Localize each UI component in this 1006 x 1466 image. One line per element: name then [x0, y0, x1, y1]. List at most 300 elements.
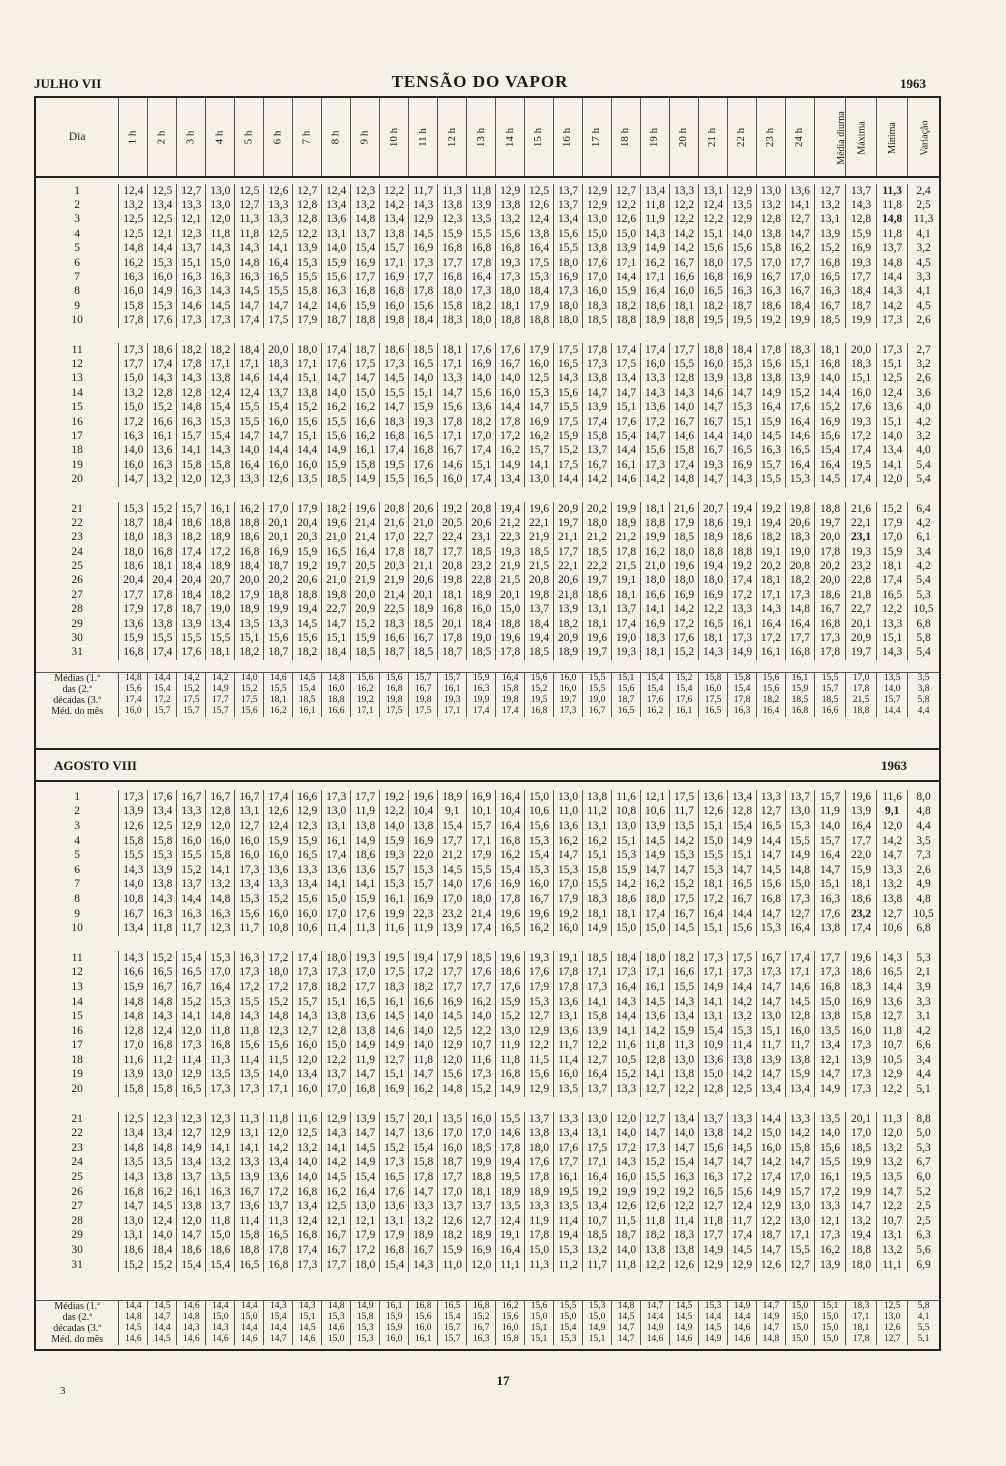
day-cell: 7	[74, 878, 81, 891]
value-cell: 18,5	[814, 314, 845, 328]
average-cell: 16,7	[409, 684, 438, 695]
value-cell: 12,5	[119, 227, 148, 241]
value-cell: 11,9	[641, 213, 670, 227]
value-cell: 21,5	[525, 559, 554, 573]
value-cell: 14,8	[148, 1141, 177, 1156]
value-cell: 15,4	[380, 1258, 409, 1273]
column-header	[785, 98, 814, 177]
value-cell: 14,0	[148, 1229, 177, 1244]
value-cell: 13,9	[177, 617, 206, 631]
value-cell: 18,7	[438, 646, 467, 660]
average-cell: 15,2	[467, 1312, 496, 1323]
average-cell: 16,4	[496, 673, 525, 685]
value-cell: 18,1	[846, 878, 877, 893]
value-cell: 12,7	[235, 198, 264, 212]
value-cell: 14,3	[235, 242, 264, 256]
value-cell: 15,9	[438, 1243, 467, 1258]
average-label: Méd. do mês	[51, 706, 104, 718]
value-cell: 18,6	[380, 343, 409, 357]
table-row	[36, 1258, 939, 1273]
value-cell: 13,8	[785, 1053, 814, 1068]
value-cell: 20,8	[380, 502, 409, 516]
value-cell: 17,3	[757, 966, 786, 981]
value-cell: 16,8	[119, 646, 148, 660]
value-cell: 12,7	[814, 184, 845, 198]
value-cell: 18,4	[612, 951, 641, 966]
average-cell: 14,7	[757, 1323, 786, 1334]
value-cell: 15,9	[846, 227, 877, 241]
day-cell: 23	[71, 1141, 83, 1154]
value-cell: 16,4	[583, 1170, 612, 1185]
value-cell: 16,8	[380, 429, 409, 443]
value-cell: 16,2	[409, 1082, 438, 1097]
value-cell: 15,6	[235, 1039, 264, 1054]
value-cell: 14,0	[670, 1126, 699, 1141]
value-cell: 18,5	[322, 472, 351, 486]
value-cell: 13,3	[814, 1199, 845, 1214]
value-cell: 16,4	[785, 617, 814, 631]
value-cell: 12,7	[525, 1009, 554, 1024]
value-cell: 15,2	[670, 646, 699, 660]
table-row	[36, 1024, 939, 1039]
value-cell: 13,2	[351, 198, 380, 212]
value-cell: 16,9	[670, 588, 699, 602]
value-cell: 14,7	[641, 1126, 670, 1141]
value-cell: 13,4	[554, 213, 583, 227]
value-cell: 19,9	[846, 1185, 877, 1200]
value-cell: 21,4	[351, 516, 380, 530]
value-cell: 14,7	[409, 1068, 438, 1083]
day-cell: 17	[71, 429, 83, 442]
value-cell: 18,8	[525, 314, 554, 328]
value-cell: 14,3	[641, 227, 670, 241]
value-cell: 11,7	[409, 184, 438, 198]
value-cell: 12,6	[670, 1258, 699, 1273]
day-cell: 4	[74, 834, 81, 847]
day-cell: 18	[71, 1053, 83, 1066]
average-cell: 15,9	[785, 684, 814, 695]
value-cell: 19,4	[699, 559, 728, 573]
value-cell: 10,1	[467, 805, 496, 820]
value-cell: 14,9	[351, 1156, 380, 1171]
day-cell: 14	[71, 386, 83, 399]
average-cell: 15,0	[785, 1301, 814, 1313]
value-cell: 17,5	[612, 357, 641, 371]
value-cell: 15,0	[699, 834, 728, 849]
value-cell: 13,3	[877, 863, 908, 878]
value-cell: 13,3	[177, 198, 206, 212]
value-cell: 17,9	[554, 892, 583, 907]
value-cell: 17,1	[641, 966, 670, 981]
average-cell: 14,7	[148, 1312, 177, 1323]
data-sheet	[34, 96, 941, 1351]
value-cell: 15,0	[322, 1039, 351, 1054]
value-cell: 22,0	[846, 848, 877, 863]
value-cell: 18,4	[148, 516, 177, 530]
value-cell: 20,1	[496, 588, 525, 602]
day-cell: 18	[71, 444, 83, 457]
day-cell: 10	[71, 314, 83, 327]
value-cell: 12,9	[728, 1258, 757, 1273]
value-cell: 12,9	[496, 184, 525, 198]
value-cell: 16,7	[814, 603, 845, 617]
value-cell: 18,1	[699, 878, 728, 893]
value-cell: 16,4	[699, 907, 728, 922]
value-cell: 6,7	[908, 1156, 939, 1171]
average-cell: 14,4	[119, 1301, 148, 1313]
value-cell: 12,6	[641, 1199, 670, 1214]
value-cell: 15,8	[119, 834, 148, 849]
average-row	[36, 1323, 939, 1334]
value-cell: 17,0	[785, 1170, 814, 1185]
value-cell: 15,1	[814, 878, 845, 893]
value-cell: 18,1	[583, 907, 612, 922]
value-cell: 13,7	[846, 184, 877, 198]
value-cell: 13,0	[757, 184, 786, 198]
value-cell: 18,6	[583, 588, 612, 602]
average-cell: 15,7	[814, 684, 845, 695]
value-cell: 17,3	[235, 863, 264, 878]
value-cell: 17,9	[380, 1229, 409, 1244]
value-cell: 19,2	[670, 1185, 699, 1200]
value-cell: 17,3	[641, 1141, 670, 1156]
value-cell: 13,4	[119, 921, 148, 936]
value-cell: 20,8	[525, 574, 554, 588]
value-cell: 14,7	[583, 386, 612, 400]
table-row	[36, 372, 939, 386]
column-header-label: 24 h	[793, 127, 806, 147]
value-cell: 13,3	[641, 372, 670, 386]
table-row	[36, 1199, 939, 1214]
average-cell: 19,5	[525, 695, 554, 706]
value-cell: 18,5	[583, 951, 612, 966]
value-cell: 16,3	[119, 270, 148, 284]
value-cell: 19,6	[409, 790, 438, 805]
value-cell: 14,3	[206, 285, 235, 299]
average-cell: 16,5	[438, 1301, 467, 1313]
value-cell: 21,2	[612, 531, 641, 545]
value-cell: 15,5	[699, 848, 728, 863]
value-cell: 16,7	[757, 951, 786, 966]
average-cell: 16,3	[728, 706, 757, 717]
table-row	[36, 444, 939, 458]
value-cell: 12,1	[148, 227, 177, 241]
value-cell: 11,5	[612, 1214, 641, 1229]
value-cell: 14,9	[641, 848, 670, 863]
value-cell: 16,8	[438, 242, 467, 256]
value-cell: 18,0	[554, 256, 583, 270]
value-cell: 18,3	[846, 357, 877, 371]
column-header	[148, 98, 177, 177]
value-cell: 12,3	[177, 1112, 206, 1127]
table-row	[36, 980, 939, 995]
value-cell: 22,3	[496, 531, 525, 545]
value-cell: 17,9	[525, 299, 554, 313]
value-cell: 14,0	[322, 242, 351, 256]
value-cell: 16,0	[583, 285, 612, 299]
value-cell: 17,1	[785, 1229, 814, 1244]
value-cell: 14,7	[119, 1199, 148, 1214]
value-cell: 14,4	[148, 242, 177, 256]
table-row	[36, 516, 939, 530]
value-cell: 11,8	[641, 198, 670, 212]
value-cell: 6,6	[908, 1039, 939, 1054]
value-cell: 17,4	[877, 574, 908, 588]
value-cell: 19,7	[322, 559, 351, 573]
value-cell: 17,8	[554, 980, 583, 995]
value-cell: 17,2	[264, 1185, 293, 1200]
value-cell: 17,3	[583, 357, 612, 371]
value-cell: 17,3	[846, 1039, 877, 1054]
value-cell: 15,0	[699, 1068, 728, 1083]
average-cell: 15,5	[554, 1301, 583, 1313]
value-cell: 16,4	[467, 270, 496, 284]
table-row	[36, 995, 939, 1010]
value-cell: 13,7	[206, 1199, 235, 1214]
value-cell: 19,5	[380, 458, 409, 472]
value-cell: 3,3	[908, 270, 939, 284]
average-cell: 17,5	[699, 695, 728, 706]
value-cell: 15,5	[785, 834, 814, 849]
value-cell: 18,7	[322, 314, 351, 328]
value-cell: 15,5	[467, 227, 496, 241]
day-cell: 8	[74, 285, 81, 298]
value-cell: 15,9	[293, 834, 322, 849]
value-cell: 13,2	[846, 1214, 877, 1229]
value-cell: 15,1	[409, 386, 438, 400]
value-cell: 16,4	[757, 617, 786, 631]
value-cell: 17,9	[438, 951, 467, 966]
column-header	[438, 98, 467, 177]
average-cell: 16,2	[351, 684, 380, 695]
day-cell: 22	[71, 516, 83, 529]
value-cell: 14,6	[785, 429, 814, 443]
value-cell: 18,8	[670, 314, 699, 328]
value-cell: 15,5	[293, 270, 322, 284]
value-cell: 16,7	[409, 1243, 438, 1258]
average-cell: 16,8	[467, 1301, 496, 1313]
value-cell: 18,7	[264, 559, 293, 573]
value-cell: 5,2	[908, 1185, 939, 1200]
value-cell: 15,7	[380, 242, 409, 256]
value-cell: 15,1	[699, 921, 728, 936]
value-cell: 17,4	[467, 921, 496, 936]
value-cell: 17,4	[322, 848, 351, 863]
value-cell: 18,2	[322, 980, 351, 995]
value-cell: 13,6	[235, 1199, 264, 1214]
table-row	[36, 1082, 939, 1097]
value-cell: 13,7	[554, 184, 583, 198]
average-row	[36, 1312, 939, 1323]
value-cell: 15,5	[206, 631, 235, 645]
value-cell: 11,7	[554, 1039, 583, 1054]
value-cell: 15,8	[148, 1082, 177, 1097]
value-cell: 22,2	[583, 559, 612, 573]
value-cell: 15,2	[264, 995, 293, 1010]
value-cell: 15,3	[525, 386, 554, 400]
value-cell: 14,3	[148, 1009, 177, 1024]
value-cell: 17,4	[148, 646, 177, 660]
average-cell: 15,0	[785, 1334, 814, 1345]
value-cell: 16,9	[409, 242, 438, 256]
value-cell: 17,3	[119, 790, 148, 805]
value-cell: 18,5	[467, 646, 496, 660]
value-cell: 14,8	[119, 1141, 148, 1156]
value-cell: 20,1	[409, 1112, 438, 1127]
value-cell: 14,7	[322, 617, 351, 631]
value-cell: 19,6	[525, 502, 554, 516]
table-row	[36, 198, 939, 212]
value-cell: 14,7	[757, 907, 786, 922]
value-cell: 15,2	[785, 386, 814, 400]
table-row	[36, 213, 939, 227]
value-cell: 16,7	[699, 444, 728, 458]
average-cell: 16,3	[467, 1334, 496, 1345]
value-cell: 12,0	[177, 1214, 206, 1229]
value-cell: 14,7	[438, 386, 467, 400]
value-cell: 15,5	[814, 1156, 845, 1171]
column-header-label: Dia	[68, 130, 86, 143]
value-cell: 17,4	[785, 951, 814, 966]
value-cell: 14,2	[877, 299, 908, 313]
value-cell: 14,3	[877, 285, 908, 299]
value-cell: 18,4	[785, 299, 814, 313]
value-cell: 16,6	[380, 631, 409, 645]
value-cell: 18,1	[438, 588, 467, 602]
value-cell: 15,5	[177, 848, 206, 863]
value-cell: 12,6	[699, 805, 728, 820]
value-cell: 15,6	[235, 907, 264, 922]
value-cell: 13,8	[351, 819, 380, 834]
value-cell: 18,2	[409, 980, 438, 995]
value-cell: 11,6	[877, 790, 908, 805]
value-cell: 15,6	[438, 1068, 467, 1083]
average-cell: 15,3	[351, 1334, 380, 1345]
average-cell: 14,5	[670, 1301, 699, 1313]
value-cell: 18,4	[235, 559, 264, 573]
value-cell: 14,5	[757, 863, 786, 878]
value-cell: 13,4	[322, 198, 351, 212]
value-cell: 12,4	[496, 1214, 525, 1229]
value-cell: 15,3	[728, 1024, 757, 1039]
value-cell: 21,8	[554, 588, 583, 602]
value-cell: 17,2	[235, 980, 264, 995]
value-cell: 18,8	[612, 314, 641, 328]
table-row	[36, 834, 939, 849]
value-cell: 2,4	[908, 184, 939, 198]
value-cell: 12,8	[119, 1024, 148, 1039]
value-cell: 13,8	[814, 921, 845, 936]
value-cell: 15,4	[612, 429, 641, 443]
average-cell: 18,1	[846, 1323, 877, 1334]
value-cell: 18,6	[119, 559, 148, 573]
average-cell: 19,8	[409, 695, 438, 706]
value-cell: 12,5	[148, 184, 177, 198]
value-cell: 13,2	[206, 878, 235, 893]
average-cell: 16,1	[670, 706, 699, 717]
value-cell: 15,1	[877, 415, 908, 429]
table-row	[36, 299, 939, 313]
value-cell: 15,6	[438, 400, 467, 414]
value-cell: 20,5	[351, 559, 380, 573]
value-cell: 15,0	[322, 892, 351, 907]
value-cell: 14,9	[496, 1082, 525, 1097]
average-cell: 5,8	[908, 1301, 939, 1313]
value-cell: 2,1	[908, 966, 939, 981]
value-cell: 14,3	[612, 995, 641, 1010]
average-cell: 15,2	[235, 684, 264, 695]
value-cell: 14,4	[264, 444, 293, 458]
value-cell: 14,2	[670, 242, 699, 256]
average-cell: 15,1	[583, 1334, 612, 1345]
average-cell: 15,8	[728, 673, 757, 685]
column-header	[877, 98, 908, 177]
value-cell: 12,7	[177, 1126, 206, 1141]
value-cell: 14,2	[380, 198, 409, 212]
value-cell: 12,2	[699, 603, 728, 617]
value-cell: 17,7	[554, 545, 583, 559]
value-cell: 15,9	[670, 1024, 699, 1039]
average-cell: 19,9	[467, 695, 496, 706]
value-cell: 14,2	[612, 878, 641, 893]
value-cell: 22,0	[409, 848, 438, 863]
column-header	[554, 98, 583, 177]
value-cell: 16,4	[496, 1243, 525, 1258]
value-cell: 13,2	[206, 1156, 235, 1171]
value-cell: 17,4	[264, 790, 293, 805]
value-cell: 13,8	[757, 372, 786, 386]
value-cell: 14,3	[670, 386, 699, 400]
column-header-label: 7 h	[300, 130, 313, 144]
value-cell: 13,4	[380, 213, 409, 227]
value-cell: 18,7	[757, 1229, 786, 1244]
average-cell: 14,3	[177, 1323, 206, 1334]
value-cell: 18,4	[148, 1243, 177, 1258]
value-cell: 13,0	[785, 805, 814, 820]
value-cell: 19,6	[496, 631, 525, 645]
value-cell: 16,7	[235, 790, 264, 805]
value-cell: 14,5	[322, 1170, 351, 1185]
column-header-label: 8 h	[329, 130, 342, 144]
average-cell: 16,0	[554, 684, 583, 695]
value-cell: 17,4	[641, 907, 670, 922]
value-cell: 14,0	[728, 429, 757, 443]
value-cell: 16,8	[467, 242, 496, 256]
average-cell: 15,5	[264, 684, 293, 695]
value-cell: 15,5	[148, 631, 177, 645]
value-cell: 13,8	[409, 819, 438, 834]
value-cell: 16,4	[785, 921, 814, 936]
day-cell: 29	[71, 617, 83, 630]
value-cell: 15,4	[177, 1258, 206, 1273]
average-cell: 14,8	[757, 1334, 786, 1345]
value-cell: 17,6	[177, 646, 206, 660]
value-cell: 16,9	[814, 415, 845, 429]
value-cell: 17,3	[380, 357, 409, 371]
value-cell: 12,8	[670, 372, 699, 386]
value-cell: 12,6	[757, 1258, 786, 1273]
value-cell: 14,7	[728, 386, 757, 400]
value-cell: 18,6	[612, 892, 641, 907]
value-cell: 16,1	[757, 646, 786, 660]
value-cell: 15,2	[148, 502, 177, 516]
average-cell: 17,1	[438, 706, 467, 717]
value-cell: 15,3	[148, 848, 177, 863]
value-cell: 17,8	[438, 415, 467, 429]
value-cell: 16,7	[322, 1243, 351, 1258]
value-cell: 18,8	[496, 617, 525, 631]
value-cell: 15,3	[409, 863, 438, 878]
